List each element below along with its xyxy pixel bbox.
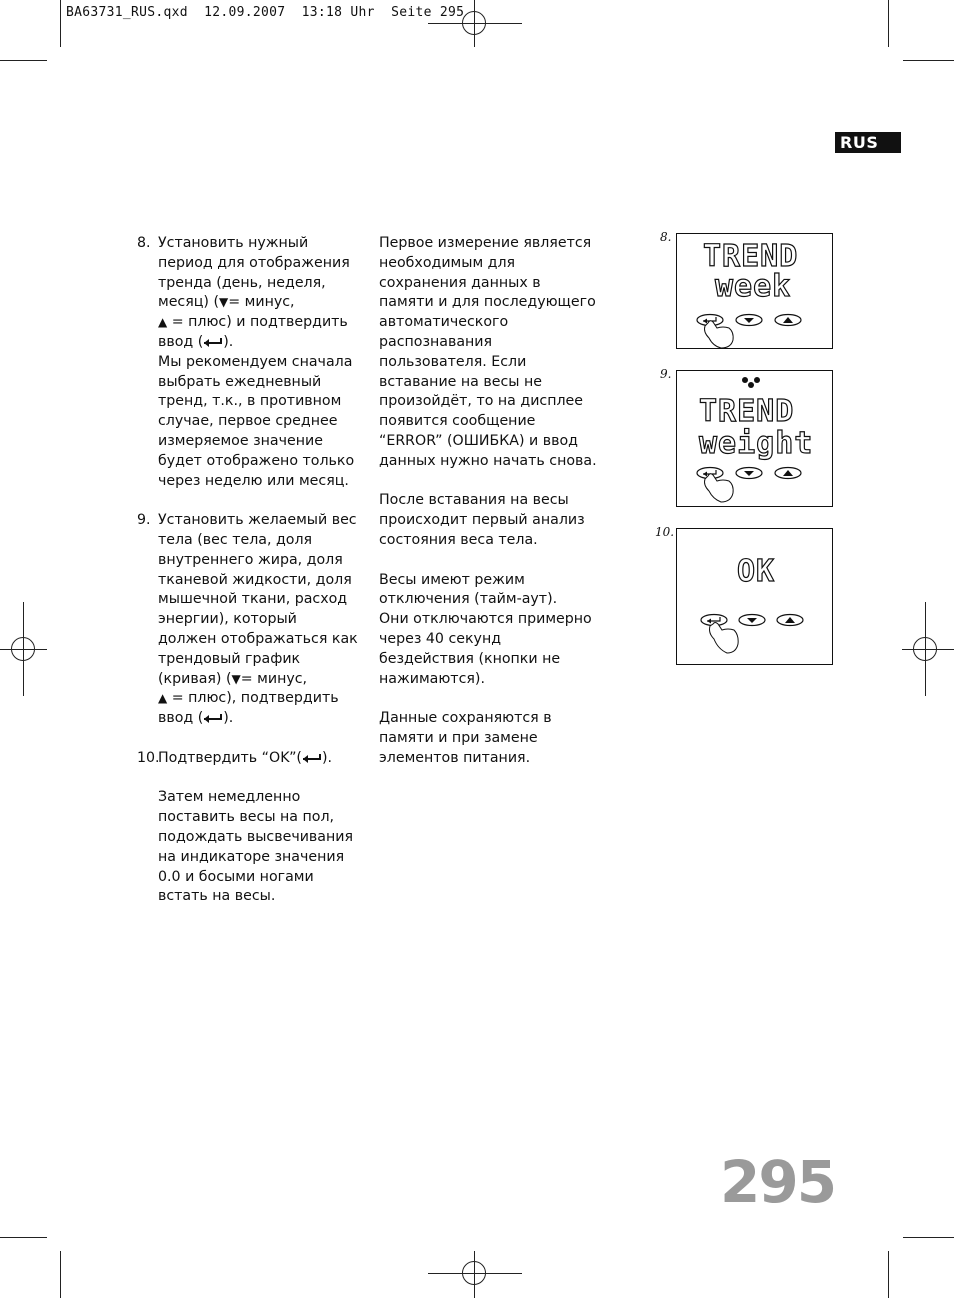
down-button xyxy=(736,468,762,479)
step-number: 8. xyxy=(137,235,151,251)
file-slug: BA63731_RUS.qxd 12.09.2007 13:18 Uhr Seite 295 xyxy=(66,5,465,20)
crop-mark xyxy=(60,0,61,47)
crop-mark xyxy=(903,60,954,61)
pointing-hand-icon xyxy=(705,474,734,502)
paragraph-memory: Данные сохраняются в памяти и при замене элементов питания. xyxy=(379,710,552,766)
enter-key-icon xyxy=(203,337,223,347)
registration-circle xyxy=(11,637,35,661)
left-column xyxy=(137,234,367,907)
enter-key-icon xyxy=(302,753,322,763)
lcd-line-1: TREND xyxy=(699,394,795,429)
figure-number: 10. xyxy=(655,525,675,539)
display-figure-8 xyxy=(676,233,833,349)
pointing-hand-icon xyxy=(710,623,739,654)
step-9: 9. Установить желаемый вес тела (вес тела, доля внутреннего жира, доля тканевой жидкости, доля мышечной ткани, расход энергии), который должен отображаться как трендовый график (кривая) (▼= минус, ▲ = плюс), подтвердить ввод ( ). xyxy=(137,512,358,727)
crop-mark xyxy=(888,1251,889,1298)
down-triangle-icon: ▼ xyxy=(231,671,241,686)
step-10: 10. Подтвердить “OK”( ). Затем немедленно поставить весы на пол, подождать высвечивания на индикаторе значения 0.0 и босыми ногами встать на весы. xyxy=(137,749,354,905)
registration-circle xyxy=(462,11,486,35)
crop-mark xyxy=(60,1251,61,1298)
language-tab: RUS xyxy=(835,132,901,153)
button-row xyxy=(677,371,834,508)
step-number: 9. xyxy=(137,512,151,529)
lcd-line-2: weight xyxy=(699,426,814,461)
up-triangle-icon: ▲ xyxy=(158,691,168,706)
crop-mark xyxy=(888,0,889,47)
pointing-hand-icon xyxy=(705,321,734,348)
up-button xyxy=(775,468,801,479)
crop-mark xyxy=(903,1237,954,1238)
button-row xyxy=(677,529,834,666)
middle-column xyxy=(379,234,604,769)
up-triangle-icon: ▲ xyxy=(158,315,168,330)
step-8: 8. Установить нужный период для отображения тренда (день, неделя, месяц) (▼= минус, ▲ = плюс) и подтвердить ввод ( ). Мы рекомендуем сначала выбрать ежедневный тренд, т.к., в противном случае, первое среднее измеряемое значение будет отображено только через неделю или месяц. xyxy=(137,235,355,489)
up-button xyxy=(777,615,803,626)
enter-key-icon xyxy=(203,713,223,723)
lcd-line-2: week xyxy=(715,269,792,304)
registration-circle xyxy=(462,1261,486,1285)
down-triangle-icon: ▼ xyxy=(219,295,229,310)
up-button xyxy=(775,315,801,326)
paragraph-first-analysis: После вставания на весы происходит первый анализ состояния веса тела. xyxy=(379,492,585,548)
button-row xyxy=(677,234,834,350)
display-figure-10 xyxy=(676,528,833,665)
page-number: 295 xyxy=(720,1148,836,1216)
step-number: 10. xyxy=(137,749,160,766)
paragraph-timeout: Весы имеют режим отключения (тайм-аут). Они отключаются примерно через 40 секунд бездействия (кнопки не нажимаются). xyxy=(379,571,592,687)
figure-number: 9. xyxy=(660,367,672,381)
crop-mark xyxy=(0,60,47,61)
down-button xyxy=(739,615,765,626)
registration-circle xyxy=(913,637,937,661)
down-button xyxy=(736,315,762,326)
lcd-line-1: TREND xyxy=(703,239,799,274)
paragraph-first-measurement: Первое измерение является необходимым для сохранения данных в памяти и для последующего автоматического распознавания пользователя. Если вставание на весы не произойдёт, то на дисплее появится сообщение “ERROR” (ОШИБКА) и ввод данных нужно начать снова. xyxy=(379,235,597,469)
lcd-line-1: OK xyxy=(737,554,776,589)
display-figure-9 xyxy=(676,370,833,507)
figure-number: 8. xyxy=(660,230,672,244)
crop-mark xyxy=(0,1237,47,1238)
